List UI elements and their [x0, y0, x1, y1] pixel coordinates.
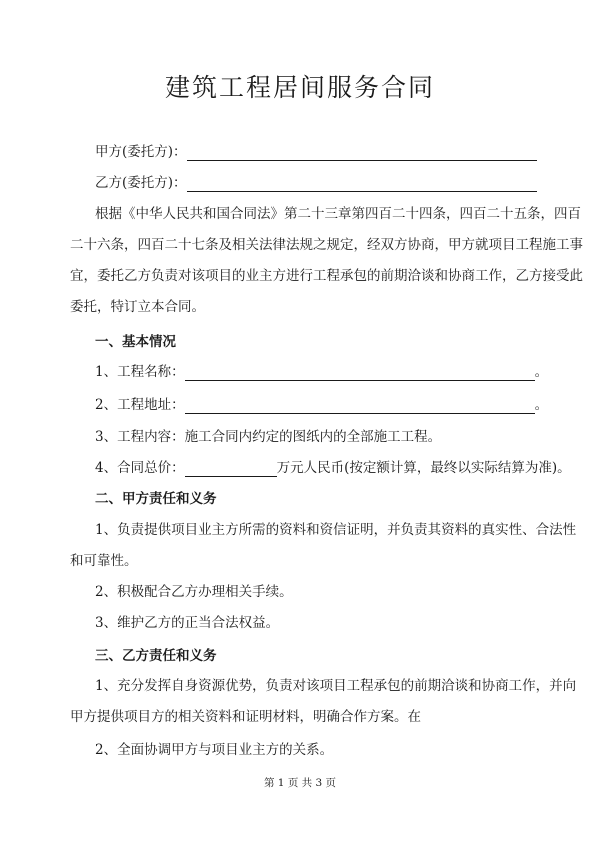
project-name-end: 。 — [534, 364, 549, 380]
party-a-label: 甲方(委托方)： — [95, 144, 187, 160]
document-title: 建筑工程居间服务合同 — [164, 73, 435, 102]
section-3-item-1-line-1: 1、充分发挥自身资源优势，负责对该项目工程承包的前期洽谈和协商工作，并向 — [95, 678, 577, 694]
section-2-heading: 二、甲方责任和义务 — [95, 491, 217, 507]
section-3-heading: 三、乙方责任和义务 — [95, 648, 217, 664]
intro-line-4: 委托，特订立本合同。 — [70, 299, 205, 315]
section-2-item-1-line-1: 1、负责提供项目业主方所需的资料和资信证明，并负责其资料的真实性、合法性 — [95, 522, 577, 538]
section-1-heading: 一、基本情况 — [95, 334, 176, 350]
project-address-label: 2、工程地址： — [95, 397, 185, 413]
project-name-label: 1、工程名称： — [95, 364, 185, 380]
project-address-line — [95, 396, 548, 414]
section-3-item-1-line-2: 甲方提供项目方的相关资料和证明材料，明确合作方案。在 — [70, 709, 421, 725]
intro-line-3: 宜，委托乙方负责对该项目的业主方进行工程承包的前期洽谈和协商工作，乙方接受此 — [70, 268, 583, 284]
project-address-blank — [185, 399, 535, 414]
party-b-label: 乙方(委托方)： — [95, 175, 187, 191]
project-content-line: 3、工程内容：施工合同内约定的图纸内的全部施工工程。 — [95, 429, 442, 445]
section-2-item-1-line-2: 和可靠性。 — [70, 553, 138, 569]
section-2-item-3: 3、维护乙方的正当合法权益。 — [95, 615, 280, 631]
party-b-blank — [187, 177, 537, 192]
party-b-line — [95, 174, 537, 192]
section-2-item-2: 2、积极配合乙方办理相关手续。 — [95, 584, 293, 600]
contract-price-label: 4、合同总价： — [95, 460, 185, 476]
party-a-line — [95, 143, 537, 161]
party-a-blank — [187, 146, 537, 161]
intro-line-1: 根据《中华人民共和国合同法》第二十三章第四百二十四条，四百二十五条，四百 — [95, 206, 581, 222]
page-footer: 第 1 页 共 3 页 — [263, 777, 337, 789]
contract-price-rest: 万元人民币(按定额计算，最终以实际结算为准)。 — [276, 460, 571, 476]
project-name-blank — [185, 366, 535, 381]
contract-price-line — [95, 459, 571, 477]
intro-line-2: 二十六条，四百二十七条及相关法律法规之规定，经双方协商，甲方就项目工程施工事 — [70, 237, 583, 253]
section-3-item-2: 2、全面协调甲方与项目业主方的关系。 — [95, 742, 334, 758]
project-name-line — [95, 363, 548, 381]
project-address-end: 。 — [534, 397, 549, 413]
contract-price-blank — [185, 462, 277, 477]
